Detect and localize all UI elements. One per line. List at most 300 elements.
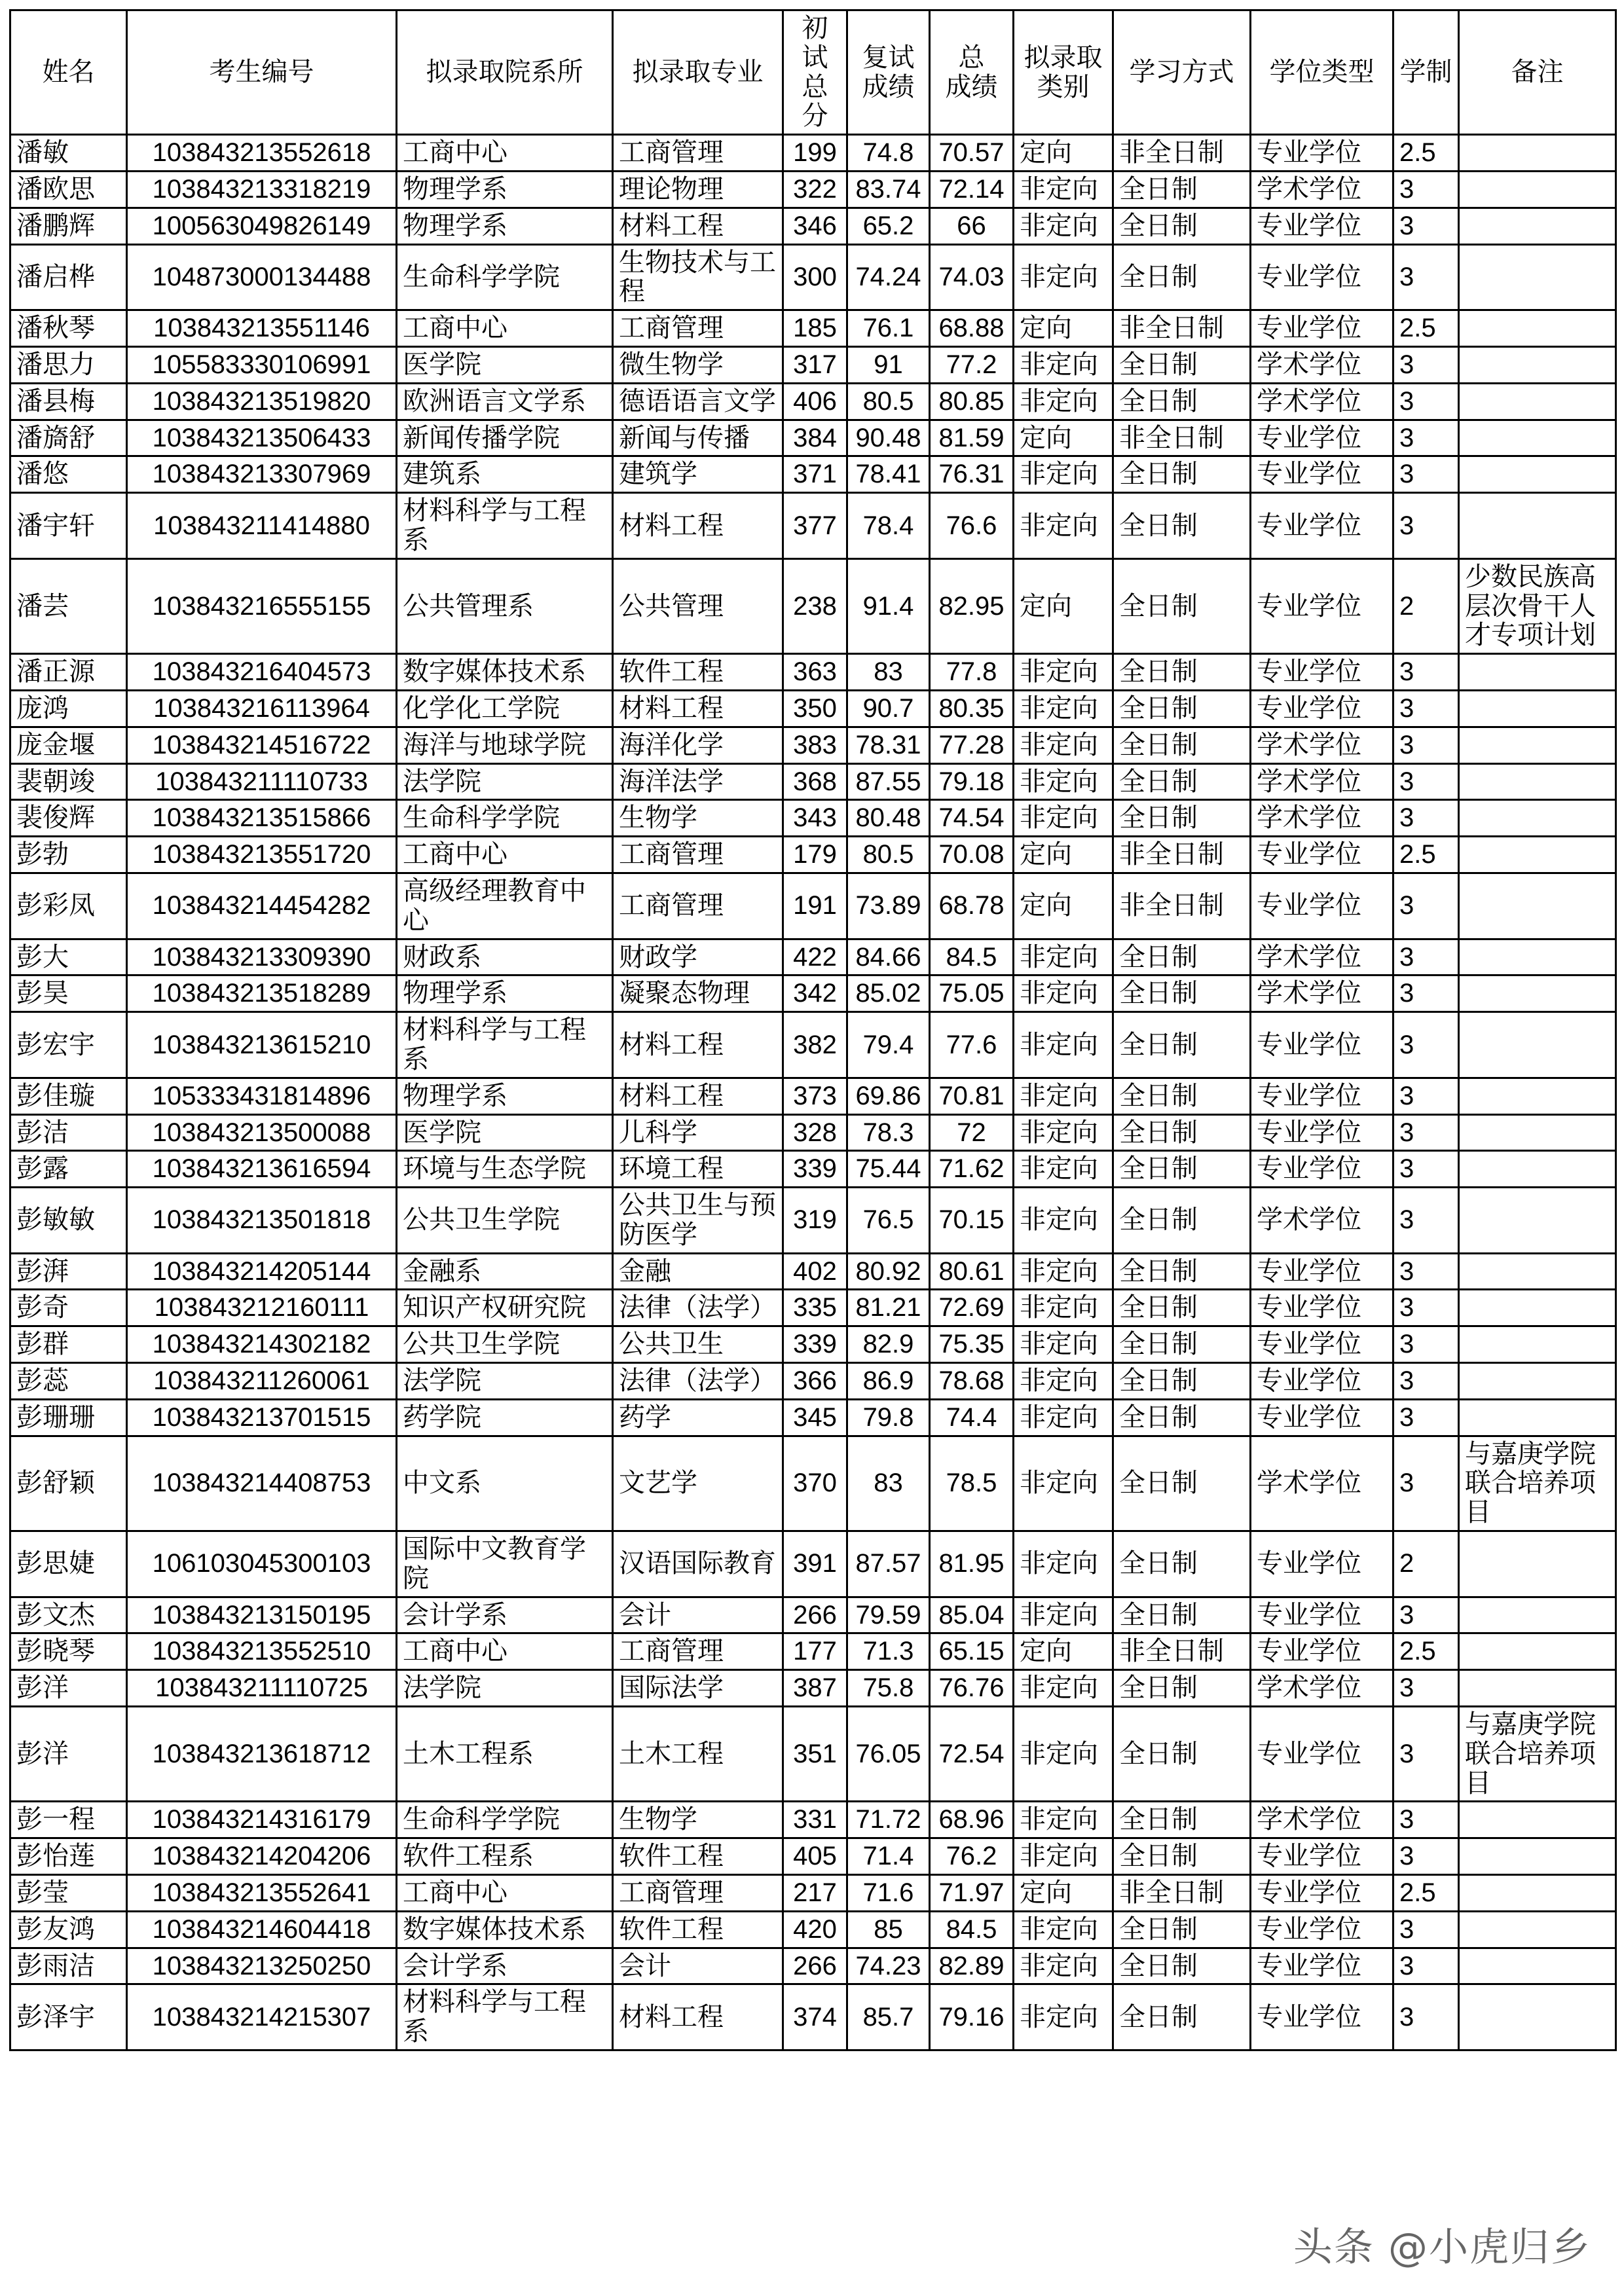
admit-category-cell: 非定向 bbox=[1014, 654, 1113, 691]
study-mode-cell: 全日制 bbox=[1113, 456, 1251, 493]
remark-cell bbox=[1459, 1984, 1616, 2050]
major-cell: 材料工程 bbox=[613, 690, 783, 727]
preliminary-total-cell: 363 bbox=[783, 654, 847, 691]
major-cell: 材料工程 bbox=[613, 1012, 783, 1078]
retest-score-cell: 76.1 bbox=[847, 310, 930, 347]
preliminary-total-cell: 185 bbox=[783, 310, 847, 347]
study-mode-cell: 全日制 bbox=[1113, 1838, 1251, 1875]
total-score-cell: 74.4 bbox=[930, 1399, 1014, 1436]
table-row bbox=[10, 310, 1616, 347]
admit-category-cell: 非定向 bbox=[1014, 800, 1113, 837]
column-header-admit-category bbox=[1014, 10, 1113, 135]
college-cell: 工商中心 bbox=[397, 1875, 613, 1912]
degree-type-cell: 学术学位 bbox=[1251, 800, 1393, 837]
years-cell: 3 bbox=[1393, 1838, 1459, 1875]
admit-category-cell: 定向 bbox=[1014, 873, 1113, 939]
study-mode-cell: 全日制 bbox=[1113, 1151, 1251, 1188]
remark-cell bbox=[1459, 208, 1616, 244]
admit-category-cell: 非定向 bbox=[1014, 171, 1113, 208]
candidate-name-cell: 潘思力 bbox=[10, 346, 127, 383]
total-score-cell: 77.2 bbox=[930, 346, 1014, 383]
candidate-name-cell: 潘悠 bbox=[10, 456, 127, 493]
college-cell: 材料科学与工程系 bbox=[397, 493, 613, 559]
remark-cell bbox=[1459, 135, 1616, 172]
major-cell: 生物技术与工程 bbox=[613, 244, 783, 310]
total-score-cell: 68.88 bbox=[930, 310, 1014, 347]
study-mode-cell: 全日制 bbox=[1113, 1188, 1251, 1254]
study-mode-cell: 非全日制 bbox=[1113, 135, 1251, 172]
candidate-name-cell: 彭彩凤 bbox=[10, 873, 127, 939]
college-cell: 工商中心 bbox=[397, 310, 613, 347]
study-mode-cell: 非全日制 bbox=[1113, 873, 1251, 939]
retest-score-cell: 85 bbox=[847, 1911, 930, 1948]
table-row bbox=[10, 1253, 1616, 1290]
remark-cell bbox=[1459, 1114, 1616, 1151]
candidate-id-cell: 103843214205144 bbox=[127, 1253, 397, 1290]
retest-score-cell: 81.21 bbox=[847, 1290, 930, 1326]
admission-table-sheet bbox=[9, 9, 1615, 2051]
years-cell: 3 bbox=[1393, 1984, 1459, 2050]
candidate-id-cell: 103843213518289 bbox=[127, 975, 397, 1012]
degree-type-cell: 专业学位 bbox=[1251, 1363, 1393, 1400]
candidate-name-cell: 彭雨洁 bbox=[10, 1948, 127, 1984]
candidate-name-cell: 潘芸 bbox=[10, 558, 127, 653]
retest-score-cell: 90.7 bbox=[847, 690, 930, 727]
degree-type-cell: 专业学位 bbox=[1251, 493, 1393, 559]
college-cell: 金融系 bbox=[397, 1253, 613, 1290]
college-cell: 新闻传播学院 bbox=[397, 420, 613, 456]
major-cell: 汉语国际教育 bbox=[613, 1531, 783, 1597]
years-cell: 3 bbox=[1393, 1948, 1459, 1984]
retest-score-cell: 65.2 bbox=[847, 208, 930, 244]
retest-line2: 成绩 bbox=[862, 72, 915, 101]
years-cell: 3 bbox=[1393, 1911, 1459, 1948]
candidate-id-cell: 104873000134488 bbox=[127, 244, 397, 310]
preliminary-total-cell: 199 bbox=[783, 135, 847, 172]
retest-score-cell: 79.4 bbox=[847, 1012, 930, 1078]
degree-type-cell: 专业学位 bbox=[1251, 1531, 1393, 1597]
candidate-name-cell: 彭珊珊 bbox=[10, 1399, 127, 1436]
candidate-name-cell: 彭文杰 bbox=[10, 1597, 127, 1633]
degree-type-cell: 专业学位 bbox=[1251, 1078, 1393, 1114]
total-score-cell: 78.5 bbox=[930, 1436, 1014, 1531]
table-body bbox=[10, 135, 1616, 2050]
years-cell: 3 bbox=[1393, 1114, 1459, 1151]
admit-category-cell: 非定向 bbox=[1014, 1802, 1113, 1838]
candidate-id-cell: 103843213307969 bbox=[127, 456, 397, 493]
major-cell: 材料工程 bbox=[613, 1078, 783, 1114]
admit-category-cell: 非定向 bbox=[1014, 1290, 1113, 1326]
major-cell: 儿科学 bbox=[613, 1114, 783, 1151]
years-cell: 3 bbox=[1393, 346, 1459, 383]
retest-score-cell: 87.55 bbox=[847, 763, 930, 800]
study-mode-cell: 全日制 bbox=[1113, 1597, 1251, 1633]
study-mode-cell: 全日制 bbox=[1113, 171, 1251, 208]
admit-category-cell: 定向 bbox=[1014, 837, 1113, 873]
remark-cell bbox=[1459, 493, 1616, 559]
remark-cell: 少数民族高层次骨干人才专项计划 bbox=[1459, 558, 1616, 653]
preliminary-total-cell: 384 bbox=[783, 420, 847, 456]
candidate-id-cell: 103843216555155 bbox=[127, 558, 397, 653]
remark-cell bbox=[1459, 654, 1616, 691]
study-mode-cell: 全日制 bbox=[1113, 1012, 1251, 1078]
study-mode-cell: 全日制 bbox=[1113, 1948, 1251, 1984]
remark-cell bbox=[1459, 975, 1616, 1012]
college-cell: 材料科学与工程系 bbox=[397, 1012, 613, 1078]
preliminary-total-cell: 368 bbox=[783, 763, 847, 800]
admit-category-cell: 非定向 bbox=[1014, 763, 1113, 800]
table-row bbox=[10, 873, 1616, 939]
table-row bbox=[10, 346, 1616, 383]
remark-cell bbox=[1459, 456, 1616, 493]
retest-score-cell: 83 bbox=[847, 1436, 930, 1531]
major-cell: 环境工程 bbox=[613, 1151, 783, 1188]
candidate-name-cell: 彭佳璇 bbox=[10, 1078, 127, 1114]
category-line1: 拟录取 bbox=[1024, 43, 1103, 72]
preliminary-total-cell: 266 bbox=[783, 1597, 847, 1633]
table-row bbox=[10, 1326, 1616, 1363]
candidate-name-cell: 彭友鸿 bbox=[10, 1911, 127, 1948]
college-cell: 医学院 bbox=[397, 346, 613, 383]
years-cell: 3 bbox=[1393, 1078, 1459, 1114]
table-row bbox=[10, 1188, 1616, 1254]
admit-category-cell: 非定向 bbox=[1014, 1188, 1113, 1254]
remark-cell bbox=[1459, 383, 1616, 420]
admit-category-cell: 非定向 bbox=[1014, 493, 1113, 559]
admit-category-cell: 非定向 bbox=[1014, 1078, 1113, 1114]
preliminary-total-cell: 377 bbox=[783, 493, 847, 559]
admit-category-cell: 非定向 bbox=[1014, 1151, 1113, 1188]
major-cell: 生物学 bbox=[613, 800, 783, 837]
degree-type-cell: 学术学位 bbox=[1251, 1802, 1393, 1838]
header-row bbox=[10, 10, 1616, 135]
retest-score-cell: 74.24 bbox=[847, 244, 930, 310]
degree-type-cell: 专业学位 bbox=[1251, 1948, 1393, 1984]
candidate-id-cell: 103843213552510 bbox=[127, 1633, 397, 1670]
remark-cell bbox=[1459, 1948, 1616, 1984]
total-score-cell: 82.95 bbox=[930, 558, 1014, 653]
total-score-cell: 77.28 bbox=[930, 727, 1014, 763]
table-row bbox=[10, 1670, 1616, 1707]
college-cell: 土木工程系 bbox=[397, 1707, 613, 1802]
major-cell: 工商管理 bbox=[613, 310, 783, 347]
degree-type-cell: 专业学位 bbox=[1251, 135, 1393, 172]
remark-cell bbox=[1459, 1633, 1616, 1670]
retest-score-cell: 78.3 bbox=[847, 1114, 930, 1151]
study-mode-cell: 全日制 bbox=[1113, 727, 1251, 763]
retest-score-cell: 85.02 bbox=[847, 975, 930, 1012]
years-cell: 3 bbox=[1393, 1253, 1459, 1290]
candidate-id-cell: 103843213616594 bbox=[127, 1151, 397, 1188]
total-score-cell: 72.14 bbox=[930, 171, 1014, 208]
candidate-id-cell: 105583330106991 bbox=[127, 346, 397, 383]
table-row bbox=[10, 800, 1616, 837]
table-row bbox=[10, 690, 1616, 727]
candidate-id-cell: 103843213506433 bbox=[127, 420, 397, 456]
table-row bbox=[10, 1436, 1616, 1531]
total-score-cell: 75.35 bbox=[930, 1326, 1014, 1363]
admit-category-cell: 定向 bbox=[1014, 420, 1113, 456]
candidate-id-cell: 103843213618712 bbox=[127, 1707, 397, 1802]
candidate-id-cell: 103843214408753 bbox=[127, 1436, 397, 1531]
total-score-cell: 76.31 bbox=[930, 456, 1014, 493]
degree-type-cell: 专业学位 bbox=[1251, 1707, 1393, 1802]
candidate-id-cell: 100563049826149 bbox=[127, 208, 397, 244]
study-mode-cell: 全日制 bbox=[1113, 1326, 1251, 1363]
admit-category-cell: 非定向 bbox=[1014, 1326, 1113, 1363]
total-score-cell: 74.54 bbox=[930, 800, 1014, 837]
candidate-id-cell: 103843211110733 bbox=[127, 763, 397, 800]
years-cell: 2 bbox=[1393, 558, 1459, 653]
college-cell: 法学院 bbox=[397, 763, 613, 800]
remark-cell bbox=[1459, 763, 1616, 800]
candidate-name-cell: 潘鹏辉 bbox=[10, 208, 127, 244]
candidate-id-cell: 103843214302182 bbox=[127, 1326, 397, 1363]
years-cell: 3 bbox=[1393, 1363, 1459, 1400]
admit-category-cell: 非定向 bbox=[1014, 1670, 1113, 1707]
category-line2: 类别 bbox=[1037, 72, 1090, 101]
degree-type-cell: 学术学位 bbox=[1251, 171, 1393, 208]
preliminary-total-line1: 初试 bbox=[802, 14, 828, 72]
years-cell: 3 bbox=[1393, 208, 1459, 244]
total-score-cell: 72.69 bbox=[930, 1290, 1014, 1326]
major-cell: 工商管理 bbox=[613, 1633, 783, 1670]
table-row bbox=[10, 939, 1616, 975]
major-cell: 药学 bbox=[613, 1399, 783, 1436]
total-line2: 成绩 bbox=[945, 72, 998, 101]
candidate-id-cell: 103843216404573 bbox=[127, 654, 397, 691]
candidate-name-cell: 彭露 bbox=[10, 1151, 127, 1188]
total-score-cell: 70.81 bbox=[930, 1078, 1014, 1114]
degree-type-cell: 专业学位 bbox=[1251, 558, 1393, 653]
admit-category-cell: 非定向 bbox=[1014, 1948, 1113, 1984]
candidate-id-cell: 106103045300103 bbox=[127, 1531, 397, 1597]
candidate-name-cell: 彭昊 bbox=[10, 975, 127, 1012]
candidate-name-cell: 彭群 bbox=[10, 1326, 127, 1363]
candidate-name-cell: 潘正源 bbox=[10, 654, 127, 691]
degree-type-cell: 专业学位 bbox=[1251, 1012, 1393, 1078]
table-row bbox=[10, 1838, 1616, 1875]
remark-cell bbox=[1459, 873, 1616, 939]
degree-type-cell: 专业学位 bbox=[1251, 1875, 1393, 1912]
retest-score-cell: 78.4 bbox=[847, 493, 930, 559]
candidate-name-cell: 彭蕊 bbox=[10, 1363, 127, 1400]
total-score-cell: 71.62 bbox=[930, 1151, 1014, 1188]
study-mode-cell: 非全日制 bbox=[1113, 837, 1251, 873]
major-cell: 工商管理 bbox=[613, 1875, 783, 1912]
degree-type-cell: 学术学位 bbox=[1251, 383, 1393, 420]
candidate-name-cell: 潘旖舒 bbox=[10, 420, 127, 456]
remark-cell bbox=[1459, 420, 1616, 456]
candidate-id-cell: 103843213501818 bbox=[127, 1188, 397, 1254]
admit-category-cell: 非定向 bbox=[1014, 939, 1113, 975]
major-cell: 法律（法学） bbox=[613, 1363, 783, 1400]
major-cell: 工商管理 bbox=[613, 837, 783, 873]
study-mode-cell: 非全日制 bbox=[1113, 1633, 1251, 1670]
total-score-cell: 80.35 bbox=[930, 690, 1014, 727]
preliminary-total-cell: 343 bbox=[783, 800, 847, 837]
admit-category-cell: 定向 bbox=[1014, 1633, 1113, 1670]
candidate-name-cell: 彭洁 bbox=[10, 1114, 127, 1151]
degree-type-cell: 学术学位 bbox=[1251, 939, 1393, 975]
remark-cell bbox=[1459, 1012, 1616, 1078]
retest-score-cell: 90.48 bbox=[847, 420, 930, 456]
candidate-name-cell: 彭一程 bbox=[10, 1802, 127, 1838]
college-cell: 数字媒体技术系 bbox=[397, 1911, 613, 1948]
years-cell: 3 bbox=[1393, 1670, 1459, 1707]
candidate-name-cell: 彭勃 bbox=[10, 837, 127, 873]
preliminary-total-cell: 373 bbox=[783, 1078, 847, 1114]
remark-cell bbox=[1459, 1078, 1616, 1114]
study-mode-cell: 全日制 bbox=[1113, 1670, 1251, 1707]
candidate-id-cell: 103843213552641 bbox=[127, 1875, 397, 1912]
total-score-cell: 66 bbox=[930, 208, 1014, 244]
remark-cell bbox=[1459, 727, 1616, 763]
years-cell: 3 bbox=[1393, 690, 1459, 727]
college-cell: 中文系 bbox=[397, 1436, 613, 1531]
total-score-cell: 72 bbox=[930, 1114, 1014, 1151]
degree-type-cell: 专业学位 bbox=[1251, 310, 1393, 347]
candidate-name-cell: 彭怡莲 bbox=[10, 1838, 127, 1875]
remark-cell bbox=[1459, 244, 1616, 310]
retest-score-cell: 85.7 bbox=[847, 1984, 930, 2050]
remark-cell bbox=[1459, 939, 1616, 975]
candidate-name-cell: 彭洋 bbox=[10, 1670, 127, 1707]
study-mode-cell: 全日制 bbox=[1113, 1399, 1251, 1436]
remark-cell bbox=[1459, 1531, 1616, 1597]
study-mode-cell: 全日制 bbox=[1113, 1363, 1251, 1400]
table-row bbox=[10, 727, 1616, 763]
college-cell: 工商中心 bbox=[397, 135, 613, 172]
retest-score-cell: 79.59 bbox=[847, 1597, 930, 1633]
study-mode-cell: 全日制 bbox=[1113, 244, 1251, 310]
years-cell: 2.5 bbox=[1393, 135, 1459, 172]
years-cell: 3 bbox=[1393, 456, 1459, 493]
candidate-name-cell: 彭舒颖 bbox=[10, 1436, 127, 1531]
major-cell: 土木工程 bbox=[613, 1707, 783, 1802]
college-cell: 物理学系 bbox=[397, 208, 613, 244]
study-mode-cell: 全日制 bbox=[1113, 346, 1251, 383]
preliminary-total-cell: 383 bbox=[783, 727, 847, 763]
college-cell: 财政系 bbox=[397, 939, 613, 975]
table-row bbox=[10, 1531, 1616, 1597]
admit-category-cell: 非定向 bbox=[1014, 1363, 1113, 1400]
preliminary-total-cell: 317 bbox=[783, 346, 847, 383]
study-mode-cell: 全日制 bbox=[1113, 800, 1251, 837]
total-score-cell: 81.95 bbox=[930, 1531, 1014, 1597]
major-cell: 德语语言文学 bbox=[613, 383, 783, 420]
college-cell: 高级经理教育中心 bbox=[397, 873, 613, 939]
college-cell: 知识产权研究院 bbox=[397, 1290, 613, 1326]
degree-type-cell: 学术学位 bbox=[1251, 727, 1393, 763]
remark-cell bbox=[1459, 1838, 1616, 1875]
table-row bbox=[10, 1114, 1616, 1151]
table-row bbox=[10, 208, 1616, 244]
study-mode-cell: 全日制 bbox=[1113, 1531, 1251, 1597]
table-row bbox=[10, 1078, 1616, 1114]
years-cell: 3 bbox=[1393, 939, 1459, 975]
years-cell: 3 bbox=[1393, 763, 1459, 800]
total-score-cell: 70.15 bbox=[930, 1188, 1014, 1254]
total-score-cell: 81.59 bbox=[930, 420, 1014, 456]
preliminary-total-cell: 217 bbox=[783, 1875, 847, 1912]
admit-category-cell: 非定向 bbox=[1014, 975, 1113, 1012]
major-cell: 软件工程 bbox=[613, 654, 783, 691]
table-row bbox=[10, 171, 1616, 208]
major-cell: 海洋化学 bbox=[613, 727, 783, 763]
degree-type-cell: 学术学位 bbox=[1251, 763, 1393, 800]
candidate-name-cell: 潘欧思 bbox=[10, 171, 127, 208]
table-row bbox=[10, 1948, 1616, 1984]
total-score-cell: 85.04 bbox=[930, 1597, 1014, 1633]
preliminary-total-cell: 374 bbox=[783, 1984, 847, 2050]
candidate-id-cell: 103843213515866 bbox=[127, 800, 397, 837]
preliminary-total-cell: 238 bbox=[783, 558, 847, 653]
preliminary-total-cell: 328 bbox=[783, 1114, 847, 1151]
retest-line1: 复试 bbox=[862, 43, 915, 72]
column-header-study-mode: 学习方式 bbox=[1113, 10, 1251, 135]
retest-score-cell: 87.57 bbox=[847, 1531, 930, 1597]
remark-cell bbox=[1459, 1188, 1616, 1254]
degree-type-cell: 专业学位 bbox=[1251, 1633, 1393, 1670]
total-score-cell: 80.85 bbox=[930, 383, 1014, 420]
college-cell: 会计学系 bbox=[397, 1597, 613, 1633]
major-cell: 国际法学 bbox=[613, 1670, 783, 1707]
college-cell: 公共卫生学院 bbox=[397, 1326, 613, 1363]
total-line1: 总 bbox=[958, 43, 985, 72]
candidate-name-cell: 彭敏敏 bbox=[10, 1188, 127, 1254]
major-cell: 公共卫生 bbox=[613, 1326, 783, 1363]
remark-cell bbox=[1459, 1670, 1616, 1707]
college-cell: 公共管理系 bbox=[397, 558, 613, 653]
degree-type-cell: 专业学位 bbox=[1251, 1326, 1393, 1363]
total-score-cell: 75.05 bbox=[930, 975, 1014, 1012]
column-header-total-score bbox=[930, 10, 1014, 135]
major-cell: 金融 bbox=[613, 1253, 783, 1290]
admit-category-cell: 非定向 bbox=[1014, 727, 1113, 763]
study-mode-cell: 全日制 bbox=[1113, 939, 1251, 975]
major-cell: 会计 bbox=[613, 1597, 783, 1633]
preliminary-total-cell: 266 bbox=[783, 1948, 847, 1984]
table-row bbox=[10, 1399, 1616, 1436]
candidate-id-cell: 103843213552618 bbox=[127, 135, 397, 172]
total-score-cell: 76.76 bbox=[930, 1670, 1014, 1707]
major-cell: 软件工程 bbox=[613, 1838, 783, 1875]
candidate-name-cell: 裴朝竣 bbox=[10, 763, 127, 800]
candidate-id-cell: 103843212160111 bbox=[127, 1290, 397, 1326]
table-row bbox=[10, 1597, 1616, 1633]
college-cell: 软件工程系 bbox=[397, 1838, 613, 1875]
degree-type-cell: 专业学位 bbox=[1251, 244, 1393, 310]
candidate-name-cell: 彭宏宇 bbox=[10, 1012, 127, 1078]
years-cell: 3 bbox=[1393, 244, 1459, 310]
total-score-cell: 70.57 bbox=[930, 135, 1014, 172]
table-row bbox=[10, 135, 1616, 172]
study-mode-cell: 全日制 bbox=[1113, 1911, 1251, 1948]
preliminary-total-cell: 300 bbox=[783, 244, 847, 310]
preliminary-total-cell: 322 bbox=[783, 171, 847, 208]
preliminary-total-cell: 177 bbox=[783, 1633, 847, 1670]
candidate-name-cell: 潘宇轩 bbox=[10, 493, 127, 559]
table-row bbox=[10, 493, 1616, 559]
candidate-id-cell: 105333431814896 bbox=[127, 1078, 397, 1114]
years-cell: 2.5 bbox=[1393, 1875, 1459, 1912]
college-cell: 生命科学学院 bbox=[397, 1802, 613, 1838]
candidate-id-cell: 103843211414880 bbox=[127, 493, 397, 559]
college-cell: 公共卫生学院 bbox=[397, 1188, 613, 1254]
remark-cell bbox=[1459, 1151, 1616, 1188]
admit-category-cell: 非定向 bbox=[1014, 1114, 1113, 1151]
